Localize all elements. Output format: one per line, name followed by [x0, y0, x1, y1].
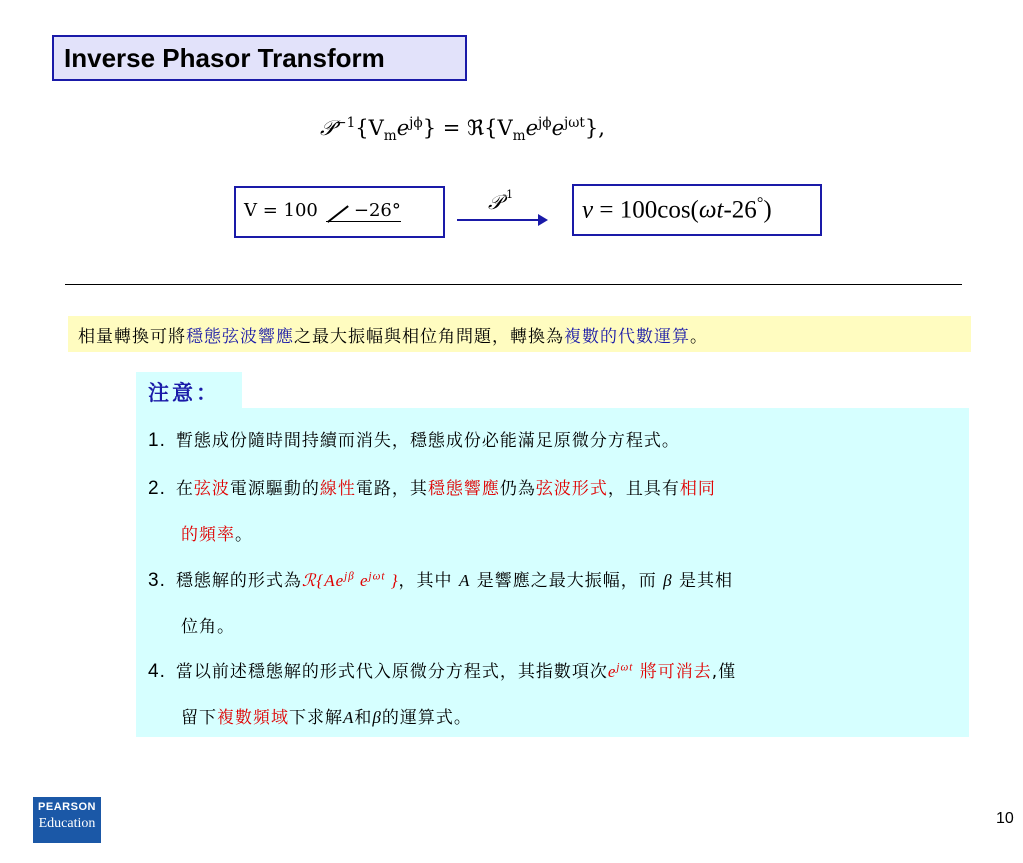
time-domain-box — [572, 184, 822, 236]
steady-state-expression — [302, 571, 399, 590]
page-number: 10 — [996, 810, 1014, 827]
item-text: ，且具有 — [607, 479, 680, 499]
note-bar — [68, 316, 971, 352]
item-highlight: 弦波形式 — [535, 479, 608, 499]
list-item — [148, 426, 680, 452]
list-item-continuation: 位角。 — [181, 617, 235, 637]
formula-lhs-exp: jϕ — [409, 115, 423, 131]
formula-rhs-e2: e — [551, 116, 564, 140]
formula-rhs-exp1: jϕ — [538, 115, 552, 131]
notes-list — [136, 408, 969, 737]
formula-operator-exponent: −1 — [335, 115, 356, 131]
formula-rhs-sub: m — [512, 128, 526, 145]
operator-exponent: -1 — [502, 188, 514, 201]
note-text-2: 之最大振幅與相位角問題，轉換為 — [294, 327, 564, 347]
expr-close: } — [385, 571, 399, 590]
item-text: ,僅 — [711, 662, 737, 682]
item-text: 下求解 — [289, 708, 343, 728]
item-text: 的運算式。 — [381, 708, 472, 728]
phase-symbol: β — [663, 571, 673, 590]
phasor-angle: −26° — [326, 201, 401, 222]
item-text: 。 — [235, 525, 253, 545]
item-highlight: 弦波 — [193, 479, 230, 499]
item-highlight: 複數頻域 — [217, 708, 289, 728]
item-text: ，其中 — [398, 571, 459, 591]
amplitude-symbol: A — [458, 571, 471, 590]
time-domain-rest: -26 — [723, 196, 757, 224]
logo-line-1: PEARSON — [38, 801, 96, 813]
time-domain-body: 100cos( — [619, 196, 699, 224]
item-highlight: 線性 — [319, 479, 356, 499]
list-item — [148, 657, 736, 683]
expr-r: ℛ{Ae — [301, 571, 345, 590]
exponent-e: e — [607, 662, 617, 681]
phase-symbol: β — [372, 708, 382, 727]
item-number: 2. — [148, 478, 166, 499]
divider — [65, 284, 962, 285]
note-text-3: 。 — [690, 327, 708, 347]
item-text: 留下 — [181, 708, 217, 728]
logo-line-2: Education — [38, 816, 96, 831]
list-item — [148, 474, 716, 500]
pearson-logo — [33, 797, 101, 843]
expr-sup-2: jωt — [368, 570, 386, 583]
slide-title: Inverse Phasor Transform — [52, 35, 467, 81]
time-domain-close: ) — [763, 196, 772, 224]
arrow-head-icon — [538, 214, 548, 226]
inverse-phasor-formula — [320, 115, 740, 159]
item-number: 1. — [148, 430, 166, 451]
operator-symbol: 𝒫 — [488, 190, 503, 214]
item-text: 是其相 — [672, 571, 734, 591]
item-highlight: 將可消去 — [633, 662, 712, 682]
item-highlight: 的頻率 — [181, 525, 235, 545]
list-item-continuation — [181, 703, 472, 728]
formula-equals: = ℜ{V — [436, 116, 513, 140]
item-highlight: 穩態響應 — [427, 479, 500, 499]
item-text: 是響應之最大振幅，而 — [470, 571, 664, 591]
expr-e: e — [354, 571, 369, 590]
formula-lhs-sub: m — [383, 128, 397, 145]
formula-lhs-arg: {V — [355, 116, 384, 140]
item-text: 和 — [354, 708, 373, 728]
attention-label: 注意： — [136, 372, 242, 410]
formula-lhs-close: } — [422, 116, 437, 140]
item-text: 當以前述穩態解的形式代入原微分方程式，其指數項次 — [175, 662, 608, 682]
item-text: 仍為 — [499, 479, 536, 499]
time-domain-omega: ω — [698, 196, 717, 224]
item-text: 暫態成份隨時間持續而消失，穩態成份必能滿足原微分方程式。 — [175, 431, 680, 451]
time-domain-v: v — [582, 196, 594, 224]
transform-arrow — [457, 219, 541, 221]
formula-rhs-exp2: jωt — [564, 115, 585, 131]
note-highlight-2: 複數的代數運算 — [564, 327, 690, 347]
formula-lhs-e: e — [396, 116, 410, 140]
list-item-continuation — [181, 520, 253, 545]
item-highlight: 相同 — [679, 479, 716, 499]
exponent-sup: jωt — [616, 661, 634, 674]
note-text-1: 相量轉換可將 — [78, 327, 186, 347]
time-domain-eq: = — [593, 196, 620, 224]
list-item — [148, 566, 733, 592]
note-highlight-1: 穩態弦波響應 — [186, 327, 294, 347]
expr-sup-1: jβ — [344, 570, 355, 583]
formula-rhs-e1: e — [525, 116, 539, 140]
item-text: 在 — [175, 479, 194, 499]
item-text: 電源驅動的 — [229, 479, 320, 499]
formula-rhs-close: }, — [584, 116, 605, 140]
item-text: 電路，其 — [355, 479, 428, 499]
time-domain-t: t — [716, 196, 724, 224]
amplitude-symbol: A — [343, 708, 355, 727]
phasor-magnitude: V = 100 — [244, 200, 318, 221]
item-number: 3. — [148, 570, 166, 591]
phasor-box — [234, 186, 445, 238]
item-text: 穩態解的形式為 — [175, 571, 302, 591]
time-domain-degree: ° — [756, 194, 764, 212]
inverse-transform-label — [488, 190, 513, 214]
formula-operator: 𝒫 — [320, 116, 336, 140]
item-number: 4. — [148, 661, 166, 682]
